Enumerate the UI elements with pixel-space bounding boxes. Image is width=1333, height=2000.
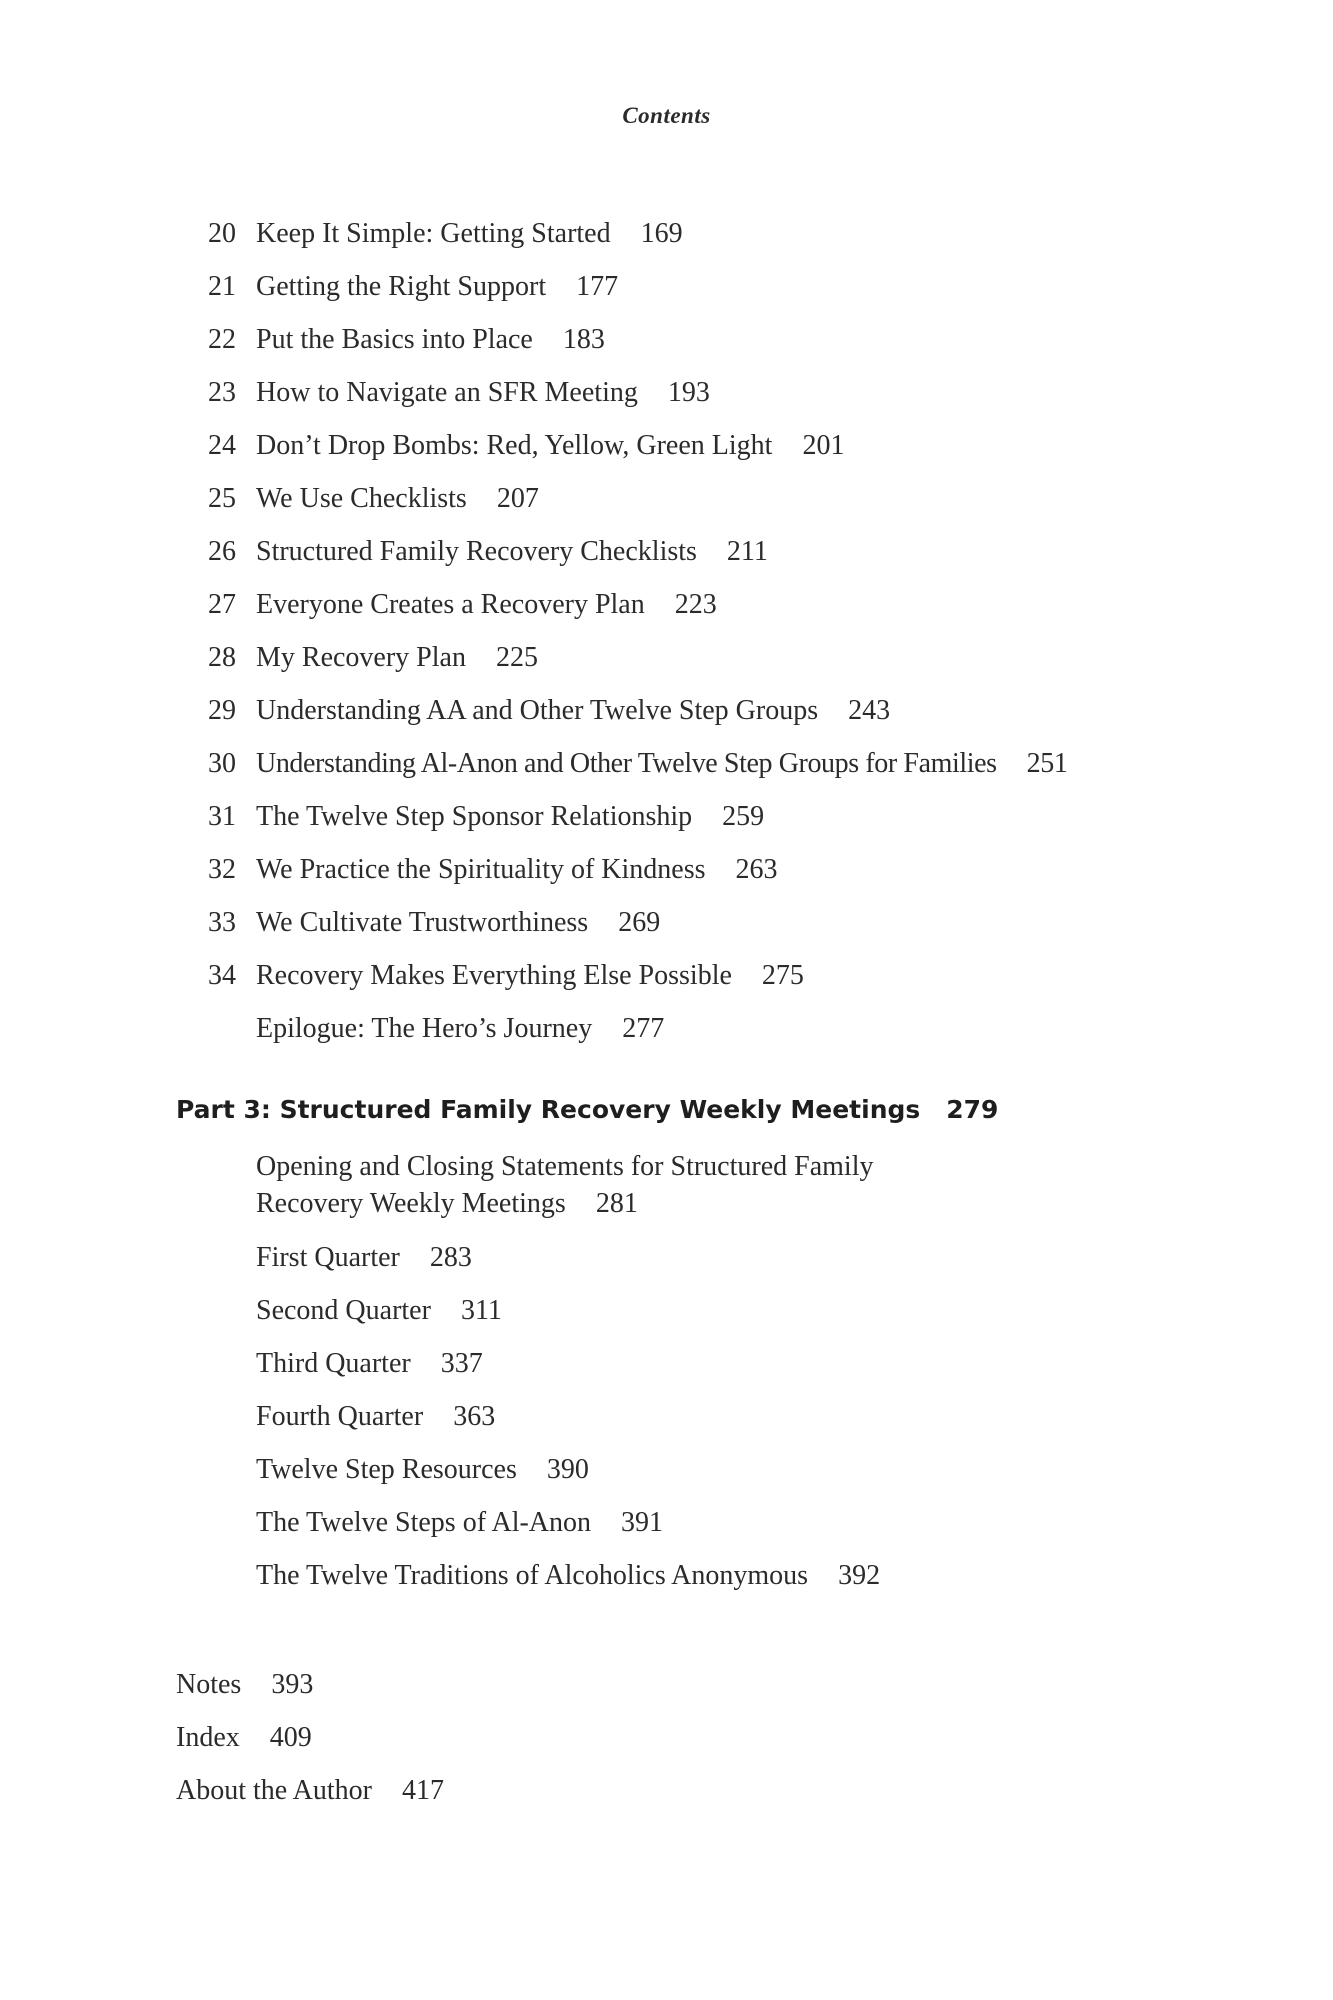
chapter-number: 32 [208,854,236,885]
page-number: 393 [271,1669,314,1700]
toc-entry-chapter-22 [0,320,1333,360]
part-3-heading [176,1090,998,1130]
chapter-title: My Recovery Plan [256,642,466,673]
page-number: 193 [667,377,710,408]
toc-entry-twelve-step-resources [0,1450,1333,1490]
chapter-title: Recovery Makes Everything Else Possible [256,960,732,991]
chapter-title: How to Navigate an SFR Meeting [256,377,638,408]
page-number: 390 [546,1454,589,1485]
chapter-number: 26 [208,536,236,567]
toc-entry-chapter-24 [0,426,1333,466]
toc-entry-index [0,1718,1333,1758]
page-number: 259 [722,801,765,832]
chapter-number: 31 [208,801,236,832]
page-number: 392 [838,1560,881,1591]
chapter-title: The Twelve Step Sponsor Relationship [256,801,693,832]
toc-entry-chapter-21 [0,267,1333,307]
toc-entry-first-quarter [0,1238,1333,1278]
toc-entry-notes [0,1665,1333,1705]
chapter-number: 24 [208,430,236,461]
page-number: 417 [402,1775,444,1806]
chapter-number: 27 [208,589,236,620]
toc-entry-chapter-33 [0,903,1333,943]
chapter-title: We Cultivate Trustworthiness [256,907,589,938]
page-number: 409 [269,1722,312,1753]
chapter-title: Keep It Simple: Getting Started [256,218,611,249]
toc-entry-twelve-traditions-aa [0,1556,1333,1596]
toc-entry-chapter-32 [0,850,1333,890]
page-number: 183 [562,324,605,355]
chapter-number: 29 [208,695,236,726]
page-number: 279 [946,1095,999,1124]
page-number: 207 [496,483,539,514]
chapter-title: Understanding AA and Other Twelve Step Groups [256,695,819,726]
chapter-title: We Use Checklists [256,483,467,514]
page-number: 223 [674,589,717,620]
toc-entry-chapter-20 [0,214,1333,254]
page-number: 277 [622,1013,665,1044]
chapter-title: Understanding Al-Anon and Other Twelve Step Groups for Families [256,748,997,779]
toc-entry-about-the-author [0,1771,1333,1811]
toc-entry-second-quarter [0,1291,1333,1331]
chapter-number: 33 [208,907,236,938]
page-number: 337 [440,1348,483,1379]
entry-title: Second Quarter [256,1295,431,1326]
part-title: Part 3: Structured Family Recovery Weekly Meetings [176,1095,921,1124]
entry-title: Fourth Quarter [256,1401,424,1432]
chapter-title: Getting the Right Support [256,271,547,302]
entry-title: Notes [176,1669,242,1700]
toc-entry-chapter-34 [0,956,1333,996]
chapter-number: 22 [208,324,236,355]
toc-entry-fourth-quarter [0,1397,1333,1437]
chapter-title: Put the Basics into Place [256,324,533,355]
toc-entry-epilogue [0,1009,1333,1049]
toc-entry-chapter-30 [0,744,1333,784]
page-number: 391 [621,1507,664,1538]
chapter-title: We Practice the Spirituality of Kindness [256,854,706,885]
toc-entry-chapter-26 [0,532,1333,572]
page-number: 225 [495,642,538,673]
toc-entry-chapter-29 [0,691,1333,731]
chapter-number: 25 [208,483,236,514]
toc-entry-chapter-28 [0,638,1333,678]
entry-title: Third Quarter [256,1348,411,1379]
chapter-number: 21 [208,271,236,302]
toc-entry-chapter-31 [0,797,1333,837]
entry-title: About the Author [176,1775,372,1806]
page-number: 201 [802,430,845,461]
entry-title-line-1: Opening and Closing Statements for Structured Family [256,1151,874,1182]
page-number: 283 [429,1242,472,1273]
page-number: 177 [576,271,619,302]
chapter-number: 28 [208,642,236,673]
page-number: 243 [848,695,891,726]
chapter-number: 30 [208,748,236,779]
toc-entry-chapter-23 [0,373,1333,413]
page-number: 269 [618,907,661,938]
entry-title: First Quarter [256,1242,400,1273]
page-number: 263 [735,854,778,885]
page-number: 363 [453,1401,496,1432]
entry-title: The Twelve Steps of Al-Anon [256,1507,592,1538]
chapter-title: Everyone Creates a Recovery Plan [256,589,645,620]
page-number: 275 [761,960,804,991]
toc-entry-opening-closing-statements [0,1148,1333,1228]
epilogue-title: Epilogue: The Hero’s Journey [256,1013,593,1044]
page-number: 251 [1026,748,1068,779]
chapter-number: 34 [208,960,236,991]
entry-title-line-2: Recovery Weekly Meetings [256,1188,566,1219]
toc-entry-chapter-25 [0,479,1333,519]
toc-entry-chapter-27 [0,585,1333,625]
page-number: 281 [595,1188,638,1219]
entry-title: Index [176,1722,240,1753]
toc-entry-third-quarter [0,1344,1333,1384]
chapter-number: 20 [208,218,236,249]
entry-title: The Twelve Traditions of Alcoholics Anonymous [256,1560,809,1591]
toc-entry-twelve-steps-al-anon [0,1503,1333,1543]
page-number: 169 [640,218,683,249]
chapter-title: Don’t Drop Bombs: Red, Yellow, Green Light [256,430,773,461]
entry-title: Twelve Step Resources [256,1454,517,1485]
chapter-title: Structured Family Recovery Checklists [256,536,697,567]
chapter-number: 23 [208,377,236,408]
page-number: 311 [460,1295,502,1326]
running-head: Contents [622,103,711,128]
page-number: 211 [726,536,768,567]
